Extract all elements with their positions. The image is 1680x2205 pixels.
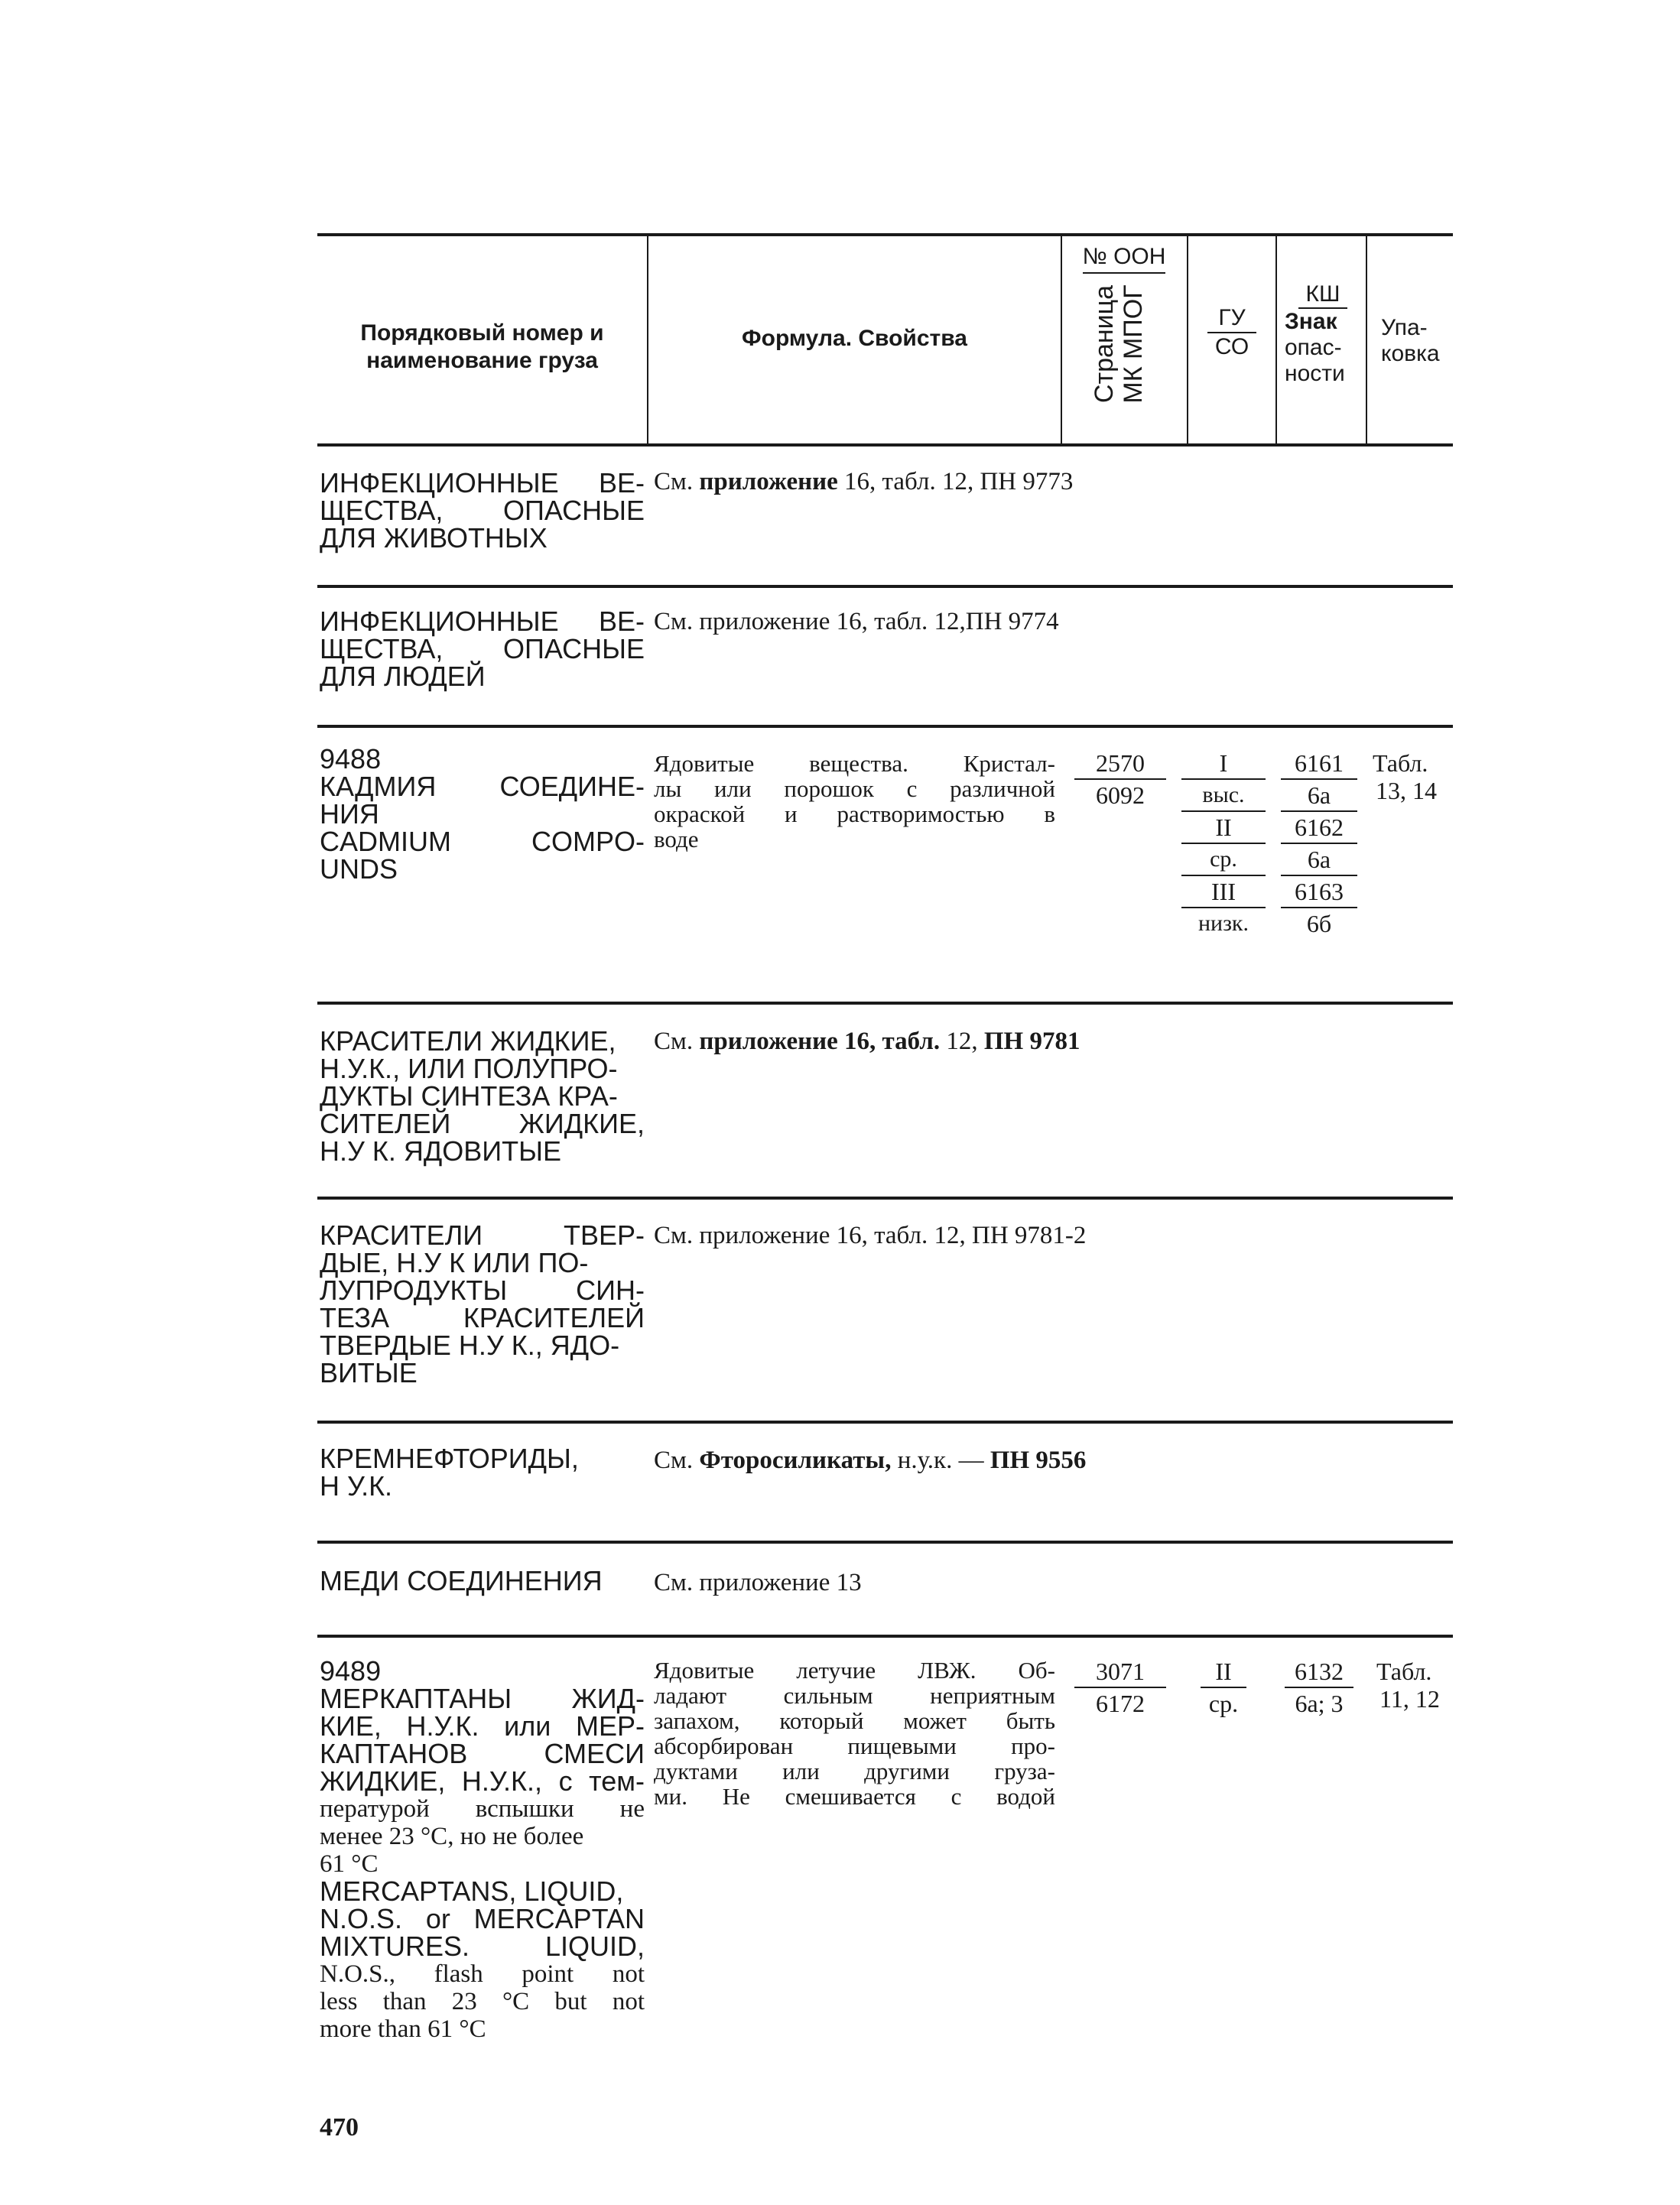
header-un-number: № ООН	[1063, 243, 1185, 274]
entry-description: Ядовитые вещества. Кристал- лы или порошок с различной окраской и растворимостью в воде	[654, 750, 1055, 852]
un-number: 3071 6172	[1074, 1658, 1166, 1717]
gu-so-column: I выс. II ср. III низк.	[1178, 749, 1269, 937]
header-gu-so: ГУ СО	[1190, 304, 1274, 361]
row-rule	[317, 1635, 1453, 1638]
entry-reference: См. приложение 16, табл. 12,ПН 9774	[654, 608, 1059, 635]
header-formula-column: Формула. Свойства	[742, 326, 967, 351]
entry-reference: См. приложение 16, табл. 12, ПН 9773	[654, 468, 1074, 495]
entry-reference: См. приложение 16, табл. 12, ПН 9781	[654, 1028, 1080, 1055]
header-page-column: Страница МК МПОГ	[1090, 284, 1148, 404]
entry-name: КРЕМНЕФТОРИДЫ, Н У.К.	[320, 1443, 579, 1502]
entry-name: 9489 МЕРКАПТАНЫ ЖИД- КИЕ, Н.У.К. или МЕР- КАПТАНОВ СМЕСИ ЖИДКИЕ, Н.У.К., с тем- пературой вспышки не менее 23 °С, но не более 61 °С MERCAPTANS, LIQUID, N.O.S. or MERCAPTAN MIXTURES. LIQUID, N.O.S., flash point not less than 23 °C but not more than 61 °C	[320, 1655, 645, 2043]
entry-reference: См. приложение 13	[654, 1569, 862, 1596]
header-divider	[1366, 236, 1367, 443]
page-number: 470	[320, 2113, 359, 2142]
row-rule	[317, 1197, 1453, 1200]
row-rule	[317, 1541, 1453, 1544]
entry-name: КРАСИТЕЛИ ЖИДКИЕ, Н.У.К., ИЛИ ПОЛУПРО- ДУКТЫ СИНТЕЗА КРА- СИТЕЛЕЙ ЖИДКИЕ, Н.У К. ЯДОВИТЫЕ	[320, 1025, 645, 1167]
header-divider	[1187, 236, 1188, 443]
header-divider	[1275, 236, 1277, 443]
row-rule	[317, 1421, 1453, 1424]
entry-reference: См. Фторосиликаты, н.у.к. — ПН 9556	[654, 1447, 1087, 1474]
ksh-sign-column: 6132 6а; 3	[1277, 1658, 1361, 1717]
header-name-column: Порядковый номер и наименование груза	[360, 320, 604, 373]
packaging-column: Табл. 13, 14	[1373, 749, 1437, 804]
entry-name: ИНФЕКЦИОННЫЕ ВЕ- ЩЕСТВА, ОПАСНЫЕ ДЛЯ ЛЮДЕЙ	[320, 606, 645, 692]
entry-name: МЕДИ СОЕДИНЕНИЯ	[320, 1565, 603, 1596]
entry-reference: См. приложение 16, табл. 12, ПН 9781-2	[654, 1222, 1087, 1249]
header-divider	[1061, 236, 1062, 443]
header-divider	[647, 236, 648, 443]
gu-so-column: II ср.	[1178, 1658, 1269, 1717]
un-number: 2570 6092	[1074, 749, 1166, 809]
header-packaging: Упа- ковка	[1381, 315, 1440, 366]
row-rule	[317, 585, 1453, 588]
row-rule	[317, 725, 1453, 728]
entry-name: КРАСИТЕЛИ ТВЕР- ДЫЕ, Н.У К ИЛИ ПО- ЛУПРОДУКТЫ СИН- ТЕЗА КРАСИТЕЛЕЙ ТВЕРДЫЕ Н.У К., ЯДО- ВИТЫЕ	[320, 1219, 645, 1388]
ksh-sign-column: 6161 6а 6162 6а 6163 6б	[1277, 749, 1361, 937]
entry-name: ИНФЕКЦИОННЫЕ ВЕ- ЩЕСТВА, ОПАСНЫЕ ДЛЯ ЖИВОТНЫХ	[320, 467, 645, 554]
header-top-rule	[317, 233, 1453, 236]
row-rule	[317, 1002, 1453, 1005]
packaging-column: Табл. 11, 12	[1376, 1658, 1440, 1713]
entry-description: Ядовитые летучие ЛВЖ. Об- ладают сильным неприятным запахом, который может быть абсорбирован пищевыми про- дуктами или другими груза- ми. Не смешивается с водой	[654, 1657, 1055, 1810]
entry-name: 9488 КАДМИЯ СОЕДИНЕ- НИЯ CADMIUM COMPO- UNDS	[320, 743, 645, 885]
header-ksh-sign: КШ Знак опас- ности	[1285, 281, 1361, 387]
header-bottom-rule	[317, 443, 1453, 447]
